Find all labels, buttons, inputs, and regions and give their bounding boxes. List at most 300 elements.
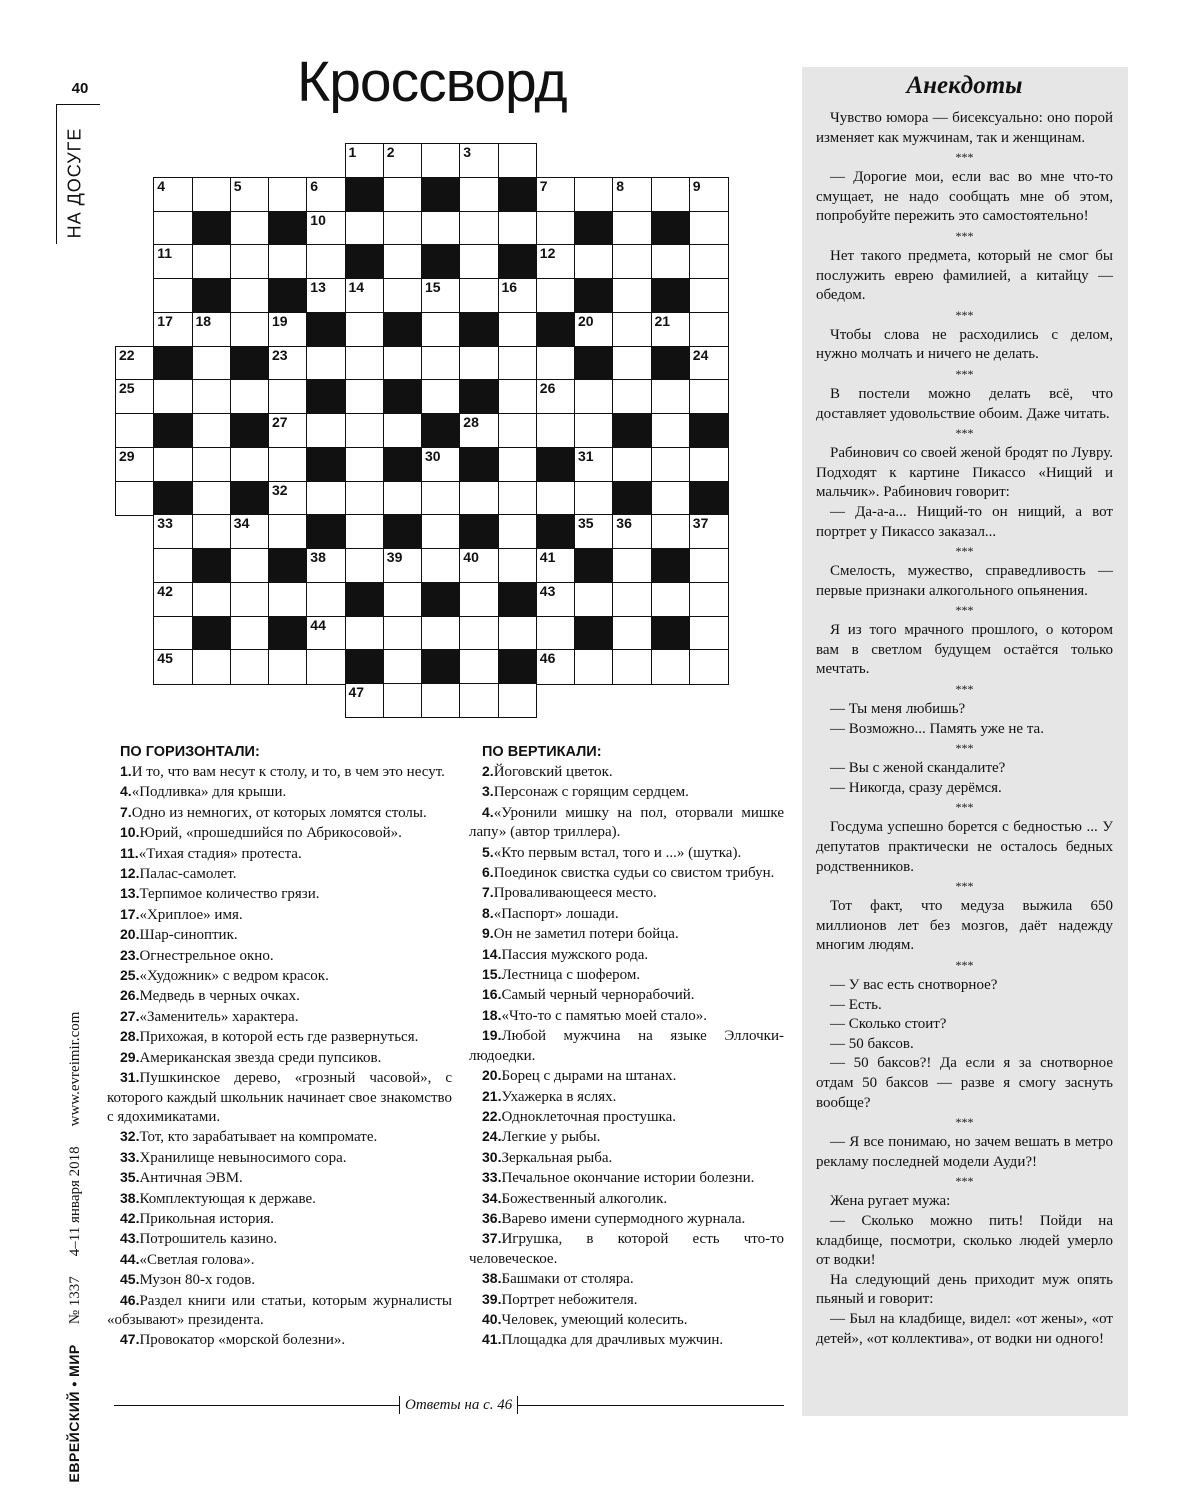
grid-cell[interactable] [421,481,461,516]
grid-cell[interactable] [459,548,499,583]
grid-cell[interactable] [268,177,308,212]
grid-cell[interactable] [651,481,691,516]
joke-separator: *** [955,603,974,618]
grid-cell[interactable] [383,244,423,279]
clue-text: Хранилище невыносимого сора. [139,1149,347,1166]
grid-block [498,244,538,279]
grid-cell[interactable] [651,514,691,549]
grid-cell[interactable] [153,211,193,246]
grid-block [459,379,499,414]
grid-cell[interactable] [153,278,193,313]
clue-number: 20 [578,312,594,329]
grid-cell[interactable] [345,413,385,448]
grid-cell[interactable] [689,379,729,414]
grid-cell[interactable] [421,211,461,246]
grid-cell[interactable] [306,346,346,381]
grid-cell[interactable] [115,447,155,482]
joke-line: Смелость, мужество, справедливость — первые признаки алкогольного опьянения. [816,563,1113,599]
grid-cell[interactable] [268,244,308,279]
grid-cell[interactable] [345,481,385,516]
grid-cell[interactable] [498,413,538,448]
grid-block [230,346,270,381]
grid-cell[interactable] [383,177,423,212]
clue-text: Музон 80-х годов. [139,1272,256,1289]
grid-cell[interactable] [345,312,385,347]
grid-cell[interactable] [383,548,423,583]
grid-cell[interactable] [651,447,691,482]
grid-cell[interactable] [689,582,729,617]
grid-cell[interactable] [536,413,576,448]
grid-cell[interactable] [536,649,576,684]
joke-line: Тот факт, что медуза выжила 650 миллионов лет без мозгов, даёт надежду многим людям. [816,898,1113,954]
grid-cell[interactable] [306,649,346,684]
clue-number: 46 [539,650,556,667]
joke [816,562,1113,601]
grid-cell[interactable] [421,548,461,583]
grid-cell[interactable] [498,278,538,313]
clue-item [107,1127,452,1147]
grid-cell[interactable] [383,616,423,651]
clue-text: Божественный алкоголик. [501,1190,668,1207]
grid-cell[interactable] [383,683,423,718]
grid-cell[interactable] [306,413,346,448]
grid-cell[interactable] [459,211,499,246]
clue-number: 30 [425,447,441,464]
grid-cell[interactable] [115,379,155,414]
grid-cell[interactable] [306,616,346,651]
grid-cell[interactable] [498,514,538,549]
grid-cell[interactable] [192,346,232,381]
grid-block [574,616,614,651]
grid-cell[interactable] [498,447,538,482]
grid-cell[interactable] [689,346,729,381]
grid-cell[interactable] [306,177,346,212]
clue-num: 35. [120,1169,140,1186]
grid-cell[interactable] [651,582,691,617]
grid-cell[interactable] [536,548,576,583]
clue-item [469,843,784,863]
grid-cell[interactable] [421,278,461,313]
grid-cell[interactable] [498,616,538,651]
grid-cell[interactable] [459,683,499,718]
grid-cell[interactable] [230,278,270,313]
grid-cell[interactable] [153,244,193,279]
across-heading: ПО ГОРИЗОНТАЛИ: [120,744,260,760]
clue-num: 43. [120,1230,140,1247]
clue-item [469,924,784,944]
grid-cell[interactable] [345,616,385,651]
grid-cell[interactable] [689,312,729,347]
grid-cell[interactable] [536,278,576,313]
grid-cell[interactable] [268,514,308,549]
clue-number: 41 [539,549,556,565]
grid-cell[interactable] [230,447,270,482]
clue-num: 46. [120,1291,140,1308]
grid-cell[interactable] [536,211,576,246]
grid-cell[interactable] [345,143,385,178]
grid-cell[interactable] [153,582,193,617]
grid-cell[interactable] [574,244,614,279]
grid-cell[interactable] [612,514,652,549]
clue-item [469,945,784,965]
grid-cell[interactable] [421,683,461,718]
grid-cell[interactable] [115,481,155,516]
clue-number: 18 [195,312,212,329]
grid-cell[interactable] [498,683,538,718]
grid-block [651,346,691,381]
clue-num: 29. [120,1048,140,1065]
clue-num: 38. [482,1270,502,1287]
grid-cell[interactable] [153,177,193,212]
grid-cell[interactable] [651,379,691,414]
grid-cell[interactable] [536,177,576,212]
clue-num: 2. [482,763,494,779]
grid-block [345,649,385,684]
clue-num: 41. [482,1331,502,1348]
grid-cell[interactable] [498,143,538,178]
joke-separator: *** [955,741,974,756]
grid-block [268,211,308,246]
grid-cell[interactable] [268,413,308,448]
across-clues [107,742,452,1351]
grid-cell[interactable] [536,379,576,414]
joke-line: — У вас есть снотворное? [830,977,998,993]
grid-cell[interactable] [345,548,385,583]
grid-block [230,481,270,516]
grid-cell[interactable] [459,649,499,684]
grid-cell[interactable] [306,244,346,279]
grid-cell[interactable] [689,211,729,246]
grid-cell[interactable] [268,649,308,684]
clue-num: 7. [482,884,494,901]
grid-cell[interactable] [192,514,232,549]
joke-line: — Да-а-а... Нищий-то он нищий, а вот портрет у Пикассо заказал... [816,503,1113,540]
joke-separator: *** [955,544,974,559]
grid-cell[interactable] [306,278,346,313]
grid-cell[interactable] [383,582,423,617]
clue-item [107,884,452,904]
grid-cell[interactable] [459,244,499,279]
grid-cell[interactable] [230,244,270,279]
grid-cell[interactable] [345,211,385,246]
clue-num: 4. [482,803,494,820]
grid-cell[interactable] [268,379,308,414]
clue-num: 19. [482,1027,502,1044]
grid-cell[interactable] [536,244,576,279]
clue-number: 15 [425,279,441,295]
grid-block [192,616,232,651]
joke-separator: *** [955,1115,974,1130]
grid-cell[interactable] [345,683,385,718]
grid-cell[interactable] [689,514,729,549]
clue-number: 4 [157,177,166,194]
grid-cell[interactable] [574,582,614,617]
grid-cell[interactable] [498,379,538,414]
grid-cell[interactable] [421,346,461,381]
grid-cell[interactable] [651,244,691,279]
grid-cell[interactable] [153,379,193,414]
grid-cell[interactable] [192,379,232,414]
grid-cell[interactable] [268,481,308,516]
clue-text: Тот, кто зарабатывает на компромате. [139,1129,378,1146]
grid-cell[interactable] [651,649,691,684]
grid-cell[interactable] [421,143,461,178]
clue-text: «Уронили мишку на пол, оторвали мишке лапу» (автор триллера). [469,804,784,841]
grid-cell[interactable] [268,346,308,381]
grid-cell[interactable] [153,616,193,651]
grid-cell[interactable] [192,447,232,482]
grid-cell[interactable] [383,346,423,381]
clue-number: 7 [539,177,548,194]
joke-line: — Вы с женой скандалите? [830,760,1006,777]
joke-separator: *** [955,800,974,815]
joke [816,326,1113,365]
grid-block [306,514,346,549]
grid-cell[interactable] [612,211,652,246]
grid-cell[interactable] [574,447,614,482]
clue-item [107,1148,452,1168]
joke [816,700,1113,739]
grid-cell[interactable] [498,481,538,516]
grid-cell[interactable] [574,481,614,516]
clue-text: Человек, умеющий колесить. [501,1311,688,1328]
grid-cell[interactable] [689,616,729,651]
grid-cell[interactable] [230,548,270,583]
grid-block [421,582,461,617]
clue-number: 16 [501,279,518,295]
grid-cell[interactable] [230,177,270,212]
clue-text: Проваливающееся место. [493,885,657,902]
clue-item [107,1209,452,1229]
clue-item [107,1330,452,1350]
grid-cell[interactable] [651,413,691,448]
clue-text: «Паспорт» лошади. [493,905,619,922]
grid-cell[interactable] [612,278,652,313]
clue-number: 14 [348,279,365,295]
clue-item [469,1087,784,1107]
clue-num: 6. [482,864,494,881]
grid-block [383,514,423,549]
clue-item [469,985,784,1005]
grid-cell[interactable] [153,312,193,347]
grid-cell[interactable] [651,177,691,212]
grid-cell[interactable] [345,379,385,414]
grid-cell[interactable] [612,312,652,347]
grid-cell[interactable] [230,582,270,617]
grid-cell[interactable] [192,244,232,279]
grid-cell[interactable] [115,346,155,381]
grid-cell[interactable] [230,616,270,651]
grid-cell[interactable] [383,211,423,246]
clue-number: 28 [463,414,479,430]
joke-line: — 50 баксов?! Да если я за снотворное отдам 50 баксов — разве я смогу заснуть вообще? [816,1055,1113,1111]
joke-line: Я из того мрачного прошлого, о котором вам в светлом будущем остаётся только мечтать. [816,622,1113,678]
joke-separator: *** [955,958,974,972]
grid-cell[interactable] [689,278,729,313]
across-clue-list [107,762,452,1351]
grid-cell[interactable] [115,413,155,448]
grid-cell[interactable] [612,379,652,414]
grid-block [421,244,461,279]
grid-cell[interactable] [421,616,461,651]
grid-cell[interactable] [574,379,614,414]
grid-cell[interactable] [383,143,423,178]
grid-cell[interactable] [306,211,346,246]
grid-cell[interactable] [192,582,232,617]
clue-num: 18. [482,1006,502,1023]
joke-separator: *** [955,879,974,894]
grid-cell[interactable] [689,548,729,583]
grid-cell[interactable] [612,177,652,212]
clue-num: 28. [120,1028,140,1045]
grid-cell[interactable] [306,582,346,617]
grid-cell[interactable] [689,447,729,482]
clue-text: Прикольная история. [139,1210,275,1227]
grid-cell[interactable] [345,514,385,549]
clue-text: Персонаж с горящим сердцем. [493,784,689,801]
grid-cell[interactable] [536,616,576,651]
grid-cell[interactable] [612,616,652,651]
grid-cell[interactable] [574,312,614,347]
grid-cell[interactable] [689,649,729,684]
grid-cell[interactable] [383,649,423,684]
joke-line: Рабинович со своей женой бродят по Лувру. Подходят к картине Пикассо «Нищий и мальчик». Рабинович говорит: [816,445,1113,501]
clue-item [107,986,452,1006]
clue-text: Зеркальная рыба. [501,1149,613,1166]
grid-cell[interactable] [153,447,193,482]
spine-footer [66,1012,84,1483]
grid-block [459,312,499,347]
grid-cell[interactable] [192,481,232,516]
grid-cell[interactable] [536,582,576,617]
grid-cell[interactable] [153,548,193,583]
website-link[interactable]: www.evreimir.com [67,1011,83,1127]
grid-cell[interactable] [536,346,576,381]
clue-num: 17. [120,905,140,922]
clue-item [107,1291,452,1331]
grid-cell[interactable] [459,481,499,516]
grid-cell[interactable] [306,481,346,516]
clue-num: 33. [120,1148,140,1165]
clue-number: 43 [539,582,556,599]
clue-text: Самый черный чернорабочий. [501,987,695,1004]
grid-block [268,548,308,583]
grid-block [421,177,461,212]
grid-cell[interactable] [574,177,614,212]
grid-cell[interactable] [459,278,499,313]
grid-cell[interactable] [612,582,652,617]
grid-cell[interactable] [230,312,270,347]
grid-block [689,481,729,516]
grid-cell[interactable] [459,143,499,178]
grid-cell[interactable] [345,447,385,482]
clue-num: 20. [482,1067,502,1084]
clue-text: Печальное окончание истории болезни. [501,1170,755,1187]
grid-cell[interactable] [230,514,270,549]
grid-cell[interactable] [689,244,729,279]
grid-cell[interactable] [383,481,423,516]
grid-cell[interactable] [421,312,461,347]
grid-cell[interactable] [153,649,193,684]
clue-text: «Хриплое» имя. [139,906,243,923]
issue-date: 4–11 января 2018 [67,1146,83,1257]
jokes-title: Анекдоты [906,72,1023,99]
joke [816,1133,1113,1172]
grid-cell[interactable] [689,177,729,212]
grid-cell[interactable] [612,346,652,381]
grid-cell[interactable] [498,211,538,246]
grid-cell[interactable] [459,177,499,212]
grid-cell[interactable] [192,177,232,212]
clue-num: 23. [120,946,140,963]
clue-text: Палас-самолет. [139,866,237,883]
grid-cell[interactable] [651,312,691,347]
grid-cell[interactable] [459,413,499,448]
grid-cell[interactable] [153,514,193,549]
grid-block [574,278,614,313]
grid-cell[interactable] [345,278,385,313]
grid-block [498,177,538,212]
grid-cell[interactable] [192,649,232,684]
clue-number: 2 [386,144,395,160]
grid-cell[interactable] [574,413,614,448]
grid-cell[interactable] [498,548,538,583]
clue-item [469,904,784,924]
grid-cell[interactable] [421,379,461,414]
grid-cell[interactable] [498,312,538,347]
grid-cell[interactable] [459,346,499,381]
grid-cell[interactable] [574,514,614,549]
grid-cell[interactable] [612,244,652,279]
clue-number: 36 [616,515,632,532]
clue-number: 1 [348,144,357,160]
grid-cell[interactable] [459,582,499,617]
grid-cell[interactable] [574,649,614,684]
clue-item [469,1229,784,1269]
grid-cell[interactable] [612,447,652,482]
grid-cell[interactable] [192,413,232,448]
grid-cell[interactable] [612,649,652,684]
joke-line: — Никогда, сразу дерёмся. [830,779,1002,796]
grid-cell[interactable] [268,312,308,347]
joke [816,759,1113,798]
grid-cell[interactable] [421,447,461,482]
grid-cell[interactable] [306,548,346,583]
clue-number: 21 [654,312,671,329]
clue-num: 11. [120,844,139,861]
clue-num: 25. [120,967,140,984]
grid-cell[interactable] [230,649,270,684]
clue-num: 40. [482,1310,502,1327]
clue-number: 40 [463,549,479,565]
grid-cell[interactable] [459,616,499,651]
grid-cell[interactable] [268,447,308,482]
grid-block [498,649,538,684]
grid-cell[interactable] [192,312,232,347]
grid-cell[interactable] [230,379,270,414]
grid-cell[interactable] [498,346,538,381]
clue-number: 38 [310,549,326,565]
grid-cell[interactable] [383,278,423,313]
grid-cell[interactable] [345,346,385,381]
grid-cell[interactable] [230,211,270,246]
grid-cell[interactable] [536,481,576,516]
grid-cell[interactable] [612,548,652,583]
grid-cell[interactable] [421,514,461,549]
page-number: 40 [71,80,89,97]
grid-cell[interactable] [268,582,308,617]
grid-cell[interactable] [383,413,423,448]
